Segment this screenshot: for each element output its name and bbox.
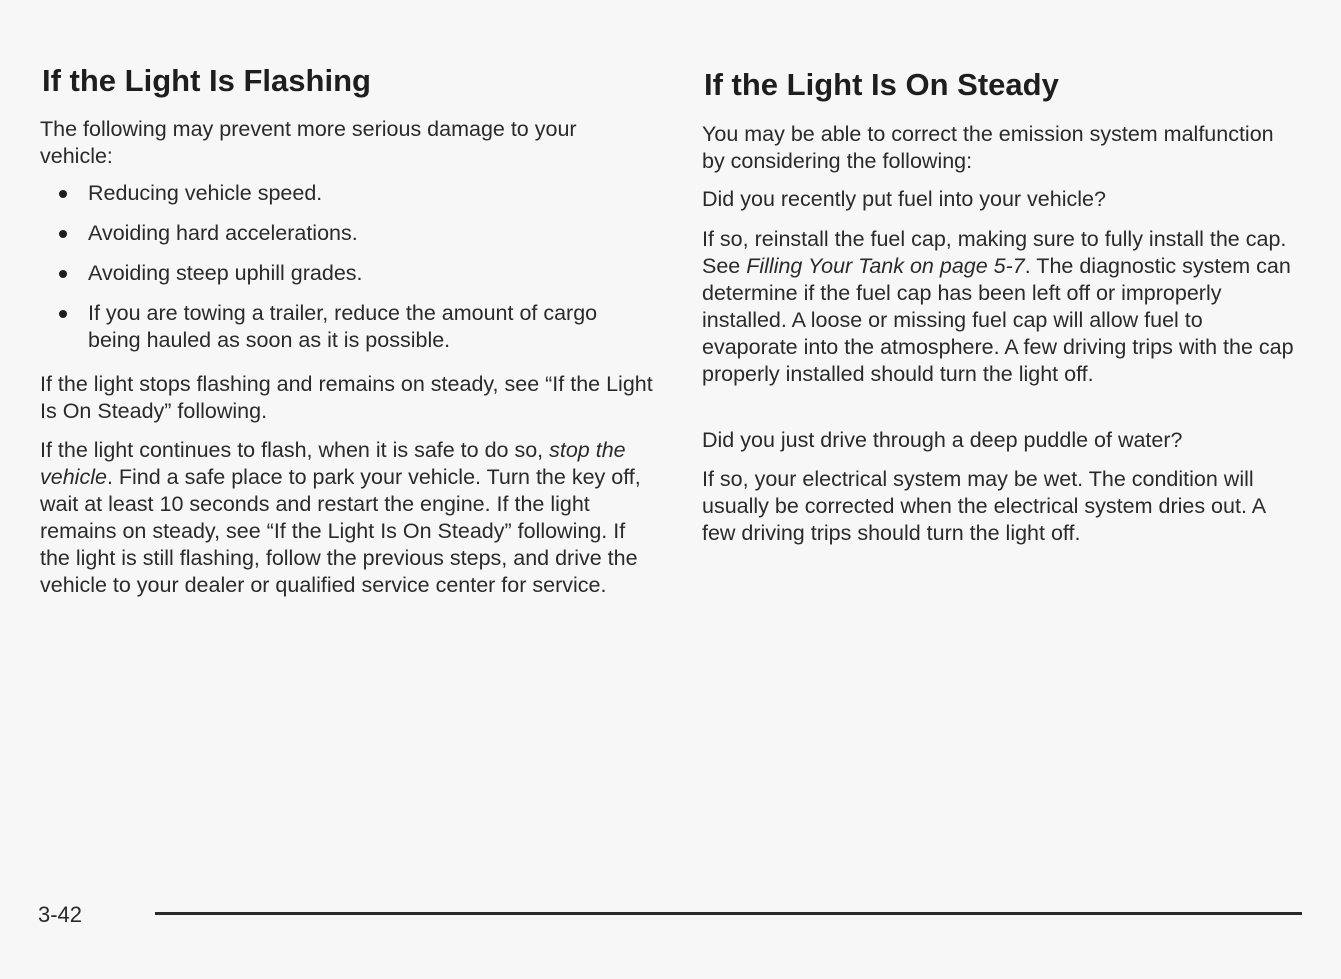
bullet-item: Avoiding steep uphill grades. (40, 260, 655, 287)
answer-fuel-cap (702, 226, 1302, 388)
flashing-bullet-list (40, 180, 655, 367)
instructions-text: If the light continues to flash, when it is safe to do so, (40, 438, 550, 462)
bullet-item: Avoiding hard accelerations. (40, 220, 655, 247)
flashing-intro: The following may prevent more serious damage to your vehicle: (40, 117, 577, 168)
question-fuel: Did you recently put fuel into your vehicle? (702, 187, 1106, 211)
stop-vehicle-emphasis: stop the vehicle (40, 438, 626, 489)
instructions-text-cont: . Find a safe place to park your vehicle. Turn the key off, wait at least 10 seconds and restart the engine. If the light remains on steady, see “If the Light Is On Steady” following. If the light is still flashing, follow the previous steps, and drive the vehicle to your dealer or qualified service center for service. (40, 465, 641, 597)
bullet-item: If you are towing a trailer, reduce the amount of cargo being hauled as soon as it is possible. (40, 300, 655, 354)
steady-intro: You may be able to correct the emission system malfunction by considering the following: (702, 122, 1274, 173)
flashing-instructions (40, 437, 655, 599)
heading-light-steady: If the Light Is On Steady (704, 67, 1059, 102)
cross-reference-link: Filling Your Tank on page 5-7 (746, 254, 1025, 278)
page-number: 3-42 (38, 902, 83, 927)
heading-light-flashing: If the Light Is Flashing (42, 63, 371, 98)
flashing-steady-note: If the light stops flashing and remains on steady, see “If the Light Is On Steady” following. (40, 372, 653, 423)
answer-electrical: If so, your electrical system may be wet. The condition will usually be corrected when the electrical system dries out. A few driving trips should turn the light off. (702, 467, 1265, 545)
answer-text: If so, reinstall the fuel cap, making sure to fully install the cap. See (702, 227, 1287, 278)
footer-divider (155, 912, 1302, 915)
bullet-item: Reducing vehicle speed. (40, 180, 655, 207)
question-puddle: Did you just drive through a deep puddle of water? (702, 428, 1183, 452)
answer-text-cont: . The diagnostic system can determine if the fuel cap has been left off or improperly installed. A loose or missing fuel cap will allow fuel to evaporate into the atmosphere. A few driving trips with the cap properly installed should turn the light off. (702, 254, 1294, 386)
